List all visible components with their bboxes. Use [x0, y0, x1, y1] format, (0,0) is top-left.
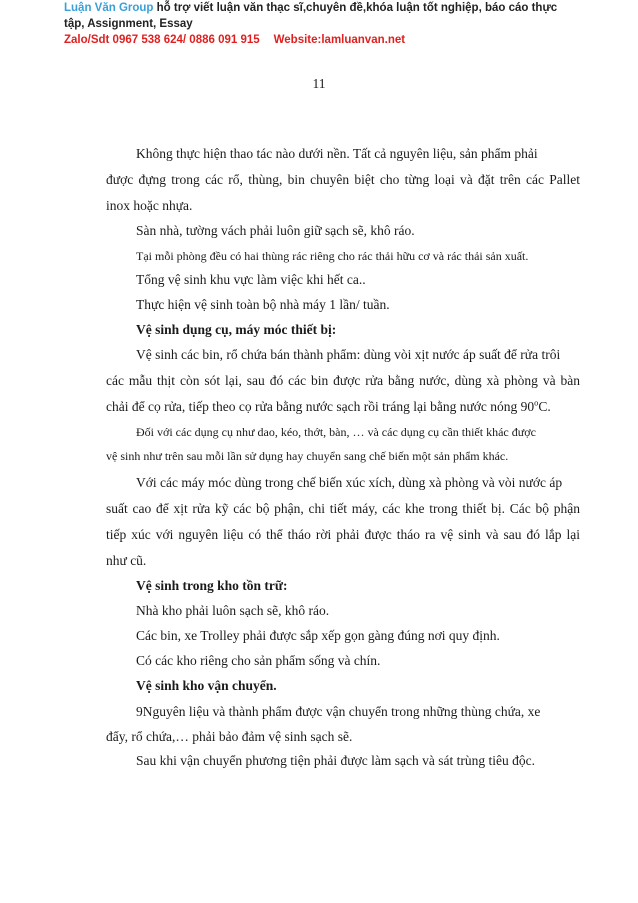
body-line-9: Vệ sinh các bin, rổ chứa bán thành phẩm: dùng vòi xịt nước áp suất để rửa trôi: [136, 347, 561, 362]
body-line-12: Đối với các dụng cụ như dao, kéo, thớt, bàn, … và các dụng cụ cần thiết khác được: [136, 425, 536, 439]
body-line-20: Các bin, xe Trolley phải được sắp xếp gọn gàng đúng nơi quy định.: [136, 628, 500, 643]
body-line-13: vệ sinh như trên sau mỗi lần sử dụng hay chuyển sang chế biến một sản phẩm khác.: [106, 449, 509, 463]
banner-tagline: hỗ trợ viết luận văn thạc sĩ,chuyên đề,khóa luận tốt nghiệp, báo cáo thực: [153, 2, 558, 14]
body-line-25: Sau khi vận chuyển phương tiện phải được làm sạch và sát trùng tiêu độc.: [136, 753, 535, 768]
body-line-17: như cũ.: [106, 553, 147, 568]
body-line-15: suất cao để xịt rửa kỹ các bộ phận, chi tiết máy, các khe trong thiết bị. Các bộ phận: [106, 501, 580, 516]
body-line-11: [106, 398, 551, 416]
body-line-1: Không thực hiện thao tác nào dưới nền. Tất cả nguyên liệu, sản phẩm phải: [136, 146, 538, 161]
body-line-24: đẩy, rổ chứa,… phải bảo đảm vệ sinh sạch sẽ.: [106, 729, 353, 744]
body-line-10: các mẫu thịt còn sót lại, sau đó các bin được rửa bằng nước, dùng xà phòng và bàn: [106, 373, 580, 388]
banner-line-3: [64, 32, 584, 48]
degree-superscript: o: [534, 397, 539, 408]
body-line-7: Thực hiện vệ sinh toàn bộ nhà máy 1 lần/ tuần.: [136, 297, 390, 312]
body-line-5: Tại mỗi phòng đều có hai thùng rác riêng cho rác thải hữu cơ và rác thải sản xuất.: [136, 249, 529, 263]
body-line-14: Với các máy móc dùng trong chế biến xúc xích, dùng xà phòng và vòi nước áp: [136, 475, 563, 490]
body-line-21: Có các kho riêng cho sản phẩm sống và chín.: [136, 653, 381, 668]
banner-contact: Zalo/Sdt 0967 538 624/ 0886 091 915: [64, 34, 260, 46]
body-line-11-text: chải để cọ rửa, tiếp theo cọ rửa bằng nước sạch rồi tráng lại bằng nước nóng 90: [106, 399, 535, 414]
page-number: 11: [312, 76, 326, 91]
body-line-4: Sàn nhà, tường vách phải luôn giữ sạch sẽ, khô ráo.: [136, 223, 415, 238]
body-line-19: Nhà kho phải luôn sạch sẽ, khô ráo.: [136, 603, 330, 618]
body-line-3: inox hoặc nhựa.: [106, 198, 193, 213]
header-banner: [64, 0, 584, 48]
section-heading-transport: Vệ sinh kho vận chuyển.: [136, 678, 277, 693]
body-line-2: được đựng trong các rổ, thùng, bin chuyên biệt cho từng loại và đặt trên các Pallet: [106, 172, 580, 187]
temperature-unit: C.: [538, 399, 551, 414]
banner-website[interactable]: Website:lamluanvan.net: [273, 34, 406, 46]
banner-line-1: [64, 0, 584, 16]
banner-group-name: Luận Văn Group: [64, 2, 154, 14]
section-heading-equipment: Vệ sinh dụng cụ, máy móc thiết bị:: [136, 322, 337, 337]
body-line-6: Tổng vệ sinh khu vực làm việc khi hết ca..: [136, 272, 366, 287]
body-line-23: 9Nguyên liệu và thành phẩm được vận chuyển trong những thùng chứa, xe: [136, 704, 541, 719]
body-line-16: tiếp xúc với nguyên liệu có thể tháo rời phải được tháo ra vệ sinh và sau đó lắp lại: [106, 527, 580, 542]
banner-line-2: tập, Assignment, Essay: [64, 18, 193, 30]
section-heading-storage: Vệ sinh trong kho tồn trữ:: [136, 578, 288, 593]
